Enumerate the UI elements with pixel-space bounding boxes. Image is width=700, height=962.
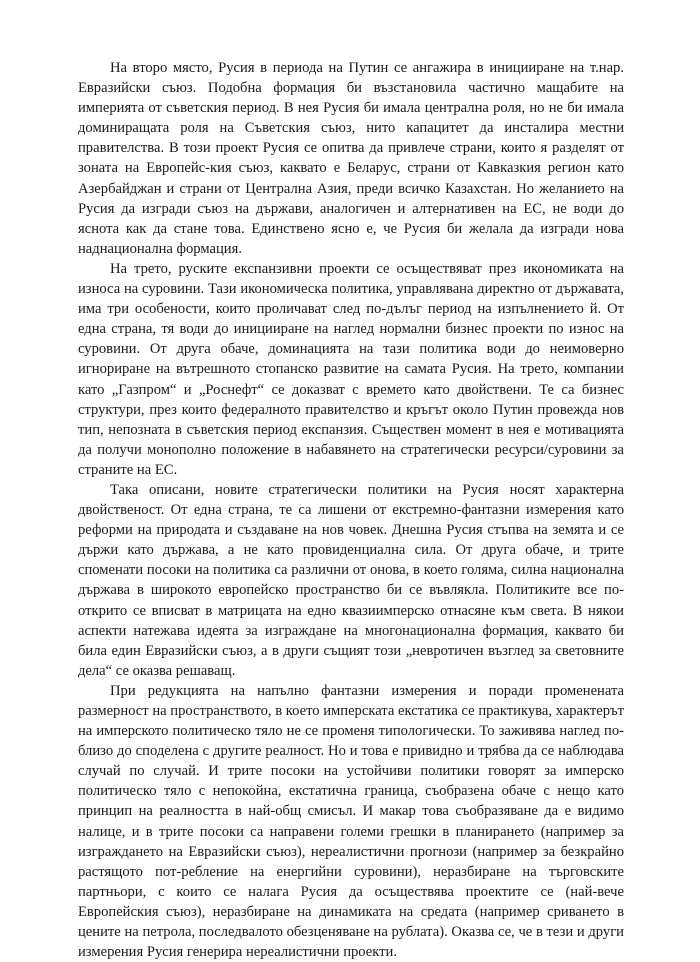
paragraph-4: При редукцията на напълно фантазни измерения и поради променената размерност на пространството, в което имперската екстатика се практикува, характерът на имперското политическо тяло не се променя типологически. То заживява наглед по-близо до споделена с другите реалност. Но и това е привидно и трябва да се наблюдава случай по случай. И трите посоки на устойчиви политики говорят за имперско политическо тяло с непокойна, екстатична граница, съобразена обаче с нещо като принцип на реалността в най-общ смисъл. И макар това съобразяване да е видимо налице, и в трите посоки са направени големи грешки в планирането (например за изграждането на Евразийски съюз), нереалистични прогнози (например за безкрайно растящото пот-ребление на енергийни суровини), неразбиране на търговските партньори, с които се налага Русия да осъществява проектите се (най-вече Европейския съюз), неразбиране на динамиката на средата (например сриването в цените на петрола, последвалото обезценяване на рублата). Оказва се, че в тези и други измерения Русия генерира нереалистични проекти. xyxy=(78,682,624,961)
paragraph-2: На трето, руските експанзивни проекти се осъществяват през икономиката на износа на суровини. Тази икономическа политика, управлявана директно от държавата, има три особености, които проличават след по-дълъг период на изпълнението й. От една страна, тя води до иницииране на наглед нормални бизнес проекти по износ на суровини. От друга обаче, доминацията на тази политика води до неимоверно игнориране на вътрешното стопанско развитие на самата Русия. На трето, компании като „Газпром“ и „Роснефт“ се доказват с времето като двойствени. Те са бизнес структури, през които федералното правителство и кръгът около Путин провежда нов тип, непозната в съветския период експанзия. Съществен момент в нея е мотивацията да получи монополно положение в набавянето на стратегически ресурси/суровини за страните на ЕС. xyxy=(78,260,624,478)
paragraph-3: Така описани, новите стратегически политики на Русия носят характерна двойственост. От една страна, те са лишени от екстремно-фантазни измерения като реформи на природата и създаване на нов човек. Днешна Русия стъпва на земята и се държи като държава, а не като провиденциална сила. От друга обаче, и трите споменати посоки на политика са различни от онова, в което голяма, силна национална държава в широкото европейско пространство би се въвлякла. Политиките все по-открито се вписват в матрицата на едно квазиимперско отнасяне към света. В някои аспекти натежава идеята за изграждане на многонационална формация, каквато би била един Евразийски съюз, а в други същият този „невротичен възглед за световните дела“ се оказва решаващ. xyxy=(78,481,624,679)
document-page xyxy=(78,58,624,962)
paragraph-1: На второ място, Русия в периода на Путин се ангажира в иницииране на т.нар. Евразийски съюз. Подобна формация би възстановила частично мащабите на империята от съветския период. В нея Русия би имала централна роля, но не би имала доминиращата роля на Съветския съюз, нито капацитет да инсталира местни правителства. В този проект Русия се опитва да привлече страни, които я разделят от зоната на Европейс-кия съюз, каквато е Беларус, страни от Кавказкия регион като Азербайджан и страни от Централна Азия, преди всичко Казахстан. Но желанието на Русия да изгради съюз на държави, аналогичен и алтернативен на ЕС, не води до яснота как да стане това. Единствено ясно е, че Русия би желала да изгради нова наднационална формация. xyxy=(78,60,624,257)
